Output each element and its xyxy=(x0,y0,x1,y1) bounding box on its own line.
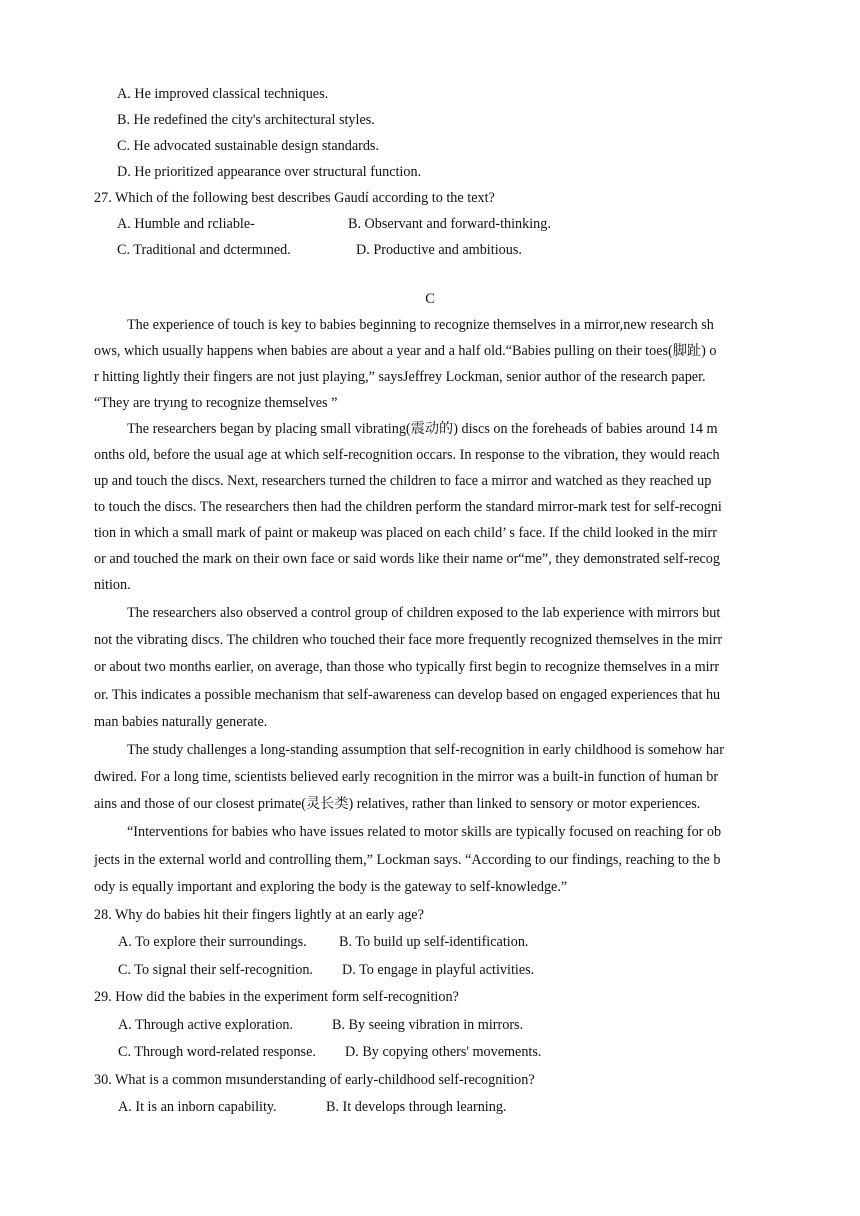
question-30-stem: 30. What is a common mısunderstanding of early-childhood self-recognition? xyxy=(94,1072,535,1088)
passage-line: ody is equally important and exploring the body is the gateway to self-knowledge.” xyxy=(94,879,568,895)
passage-line: The researchers also observed a control group of children exposed to the lab experience with mirrors but xyxy=(127,605,721,621)
question-27-stem: 27. Which of the following best describes Gaudí according to the text? xyxy=(94,190,495,206)
passage-line: ains and those of our closest primate(灵长类) relatives, rather than linked to sensory or motor experiences. xyxy=(94,796,701,812)
passage-line: The researchers began by placing small vibrating(震动的) discs on the foreheads of babies around 14 m xyxy=(127,421,718,437)
question-30-option-a: A. It is an inborn capability. xyxy=(118,1099,277,1115)
passage-line: to touch the discs. The researchers then had the children perform the standard mirror-mark test for self-recogni xyxy=(94,499,722,515)
question-28-option-d: D. To engage in playful activities. xyxy=(342,962,535,978)
section-heading: C xyxy=(425,291,435,307)
passage-line: or about two months earlier, on average, than those who typically first begin to recognize themselves in a mirr xyxy=(94,659,720,675)
question-27-option-b: B. Observant and forward-thinking. xyxy=(348,216,551,232)
passage-line: The study challenges a long-standing assumption that self-recognition in early childhood is somehow har xyxy=(127,742,724,758)
passage-line: or and touched the mark on their own face or said words like their name or“me”, they demonstrated self-recog xyxy=(94,551,720,567)
passage-line: “Interventions for babies who have issues related to motor skills are typically focused on reaching for ob xyxy=(127,824,722,840)
question-29-option-d: D. By copying others' movements. xyxy=(345,1044,542,1060)
passage-line: onths old, before the usual age at which self-recognition occars. In response to the vibration, they would reach xyxy=(94,447,720,463)
question-27-option-d: D. Productive and ambitious. xyxy=(356,242,522,258)
passage-line: or. This indicates a possible mechanism that self-awareness can develop based on engaged experiences that hu xyxy=(94,687,721,703)
passage-line: r hitting lightly their fingers are not just playing,” saysJeffrey Lockman, senior author of the research paper. xyxy=(94,369,706,385)
question-30-option-b: B. It develops through learning. xyxy=(326,1099,507,1115)
passage-line: up and touch the discs. Next, researchers turned the children to face a mirror and watched as they reached up xyxy=(94,473,712,489)
passage-line: “They are tryıng to recognize themselves ” xyxy=(94,395,338,411)
question-29-stem: 29. How did the babies in the experiment form self-recognition? xyxy=(94,989,459,1005)
passage-line: jects in the external world and controlling them,” Lockman says. “According to our findings, reaching to the b xyxy=(94,852,721,868)
question-28-option-b: B. To build up self-identification. xyxy=(339,934,529,950)
passage-line: ows, which usually happens when babies are about a year and a half old.“Babies pulling on their toes(脚趾) o xyxy=(94,343,717,359)
option-d: D. He prioritized appearance over structural function. xyxy=(117,164,422,180)
question-27-option-c: C. Traditional and dctermıned. xyxy=(117,242,291,258)
option-a: A. He improved classical techniques. xyxy=(117,86,329,102)
option-c: C. He advocated sustainable design standards. xyxy=(117,138,380,154)
passage-line: dwired. For a long time, scientists believed early recognition in the mirror was a built-in function of human br xyxy=(94,769,719,785)
question-29-option-c: C. Through word-related response. xyxy=(118,1044,316,1060)
passage-line: tion in which a small mark of paint or makeup was placed on each child’ s face. If the child looked in the mirr xyxy=(94,525,717,541)
passage-line: nition. xyxy=(94,577,131,593)
option-b: B. He redefined the city's architectural styles. xyxy=(117,112,375,128)
question-27-option-a: A. Humble and rcliable- xyxy=(117,216,255,232)
question-29-option-a: A. Through active exploration. xyxy=(118,1017,294,1033)
question-28-option-c: C. To signal their self-recognition. xyxy=(118,962,313,978)
passage-line: The experience of touch is key to babies beginning to recognize themselves in a mirror,new research sh xyxy=(127,317,714,333)
question-28-stem: 28. Why do babies hit their fingers lightly at an early age? xyxy=(94,907,424,923)
question-29-option-b: B. By seeing vibration in mirrors. xyxy=(332,1017,524,1033)
passage-line: man babies naturally generate. xyxy=(94,714,268,730)
question-28-option-a: A. To explore their surroundings. xyxy=(118,934,307,950)
passage-line: not the vibrating discs. The children who touched their face more frequently recognized themselves in the mirr xyxy=(94,632,723,648)
